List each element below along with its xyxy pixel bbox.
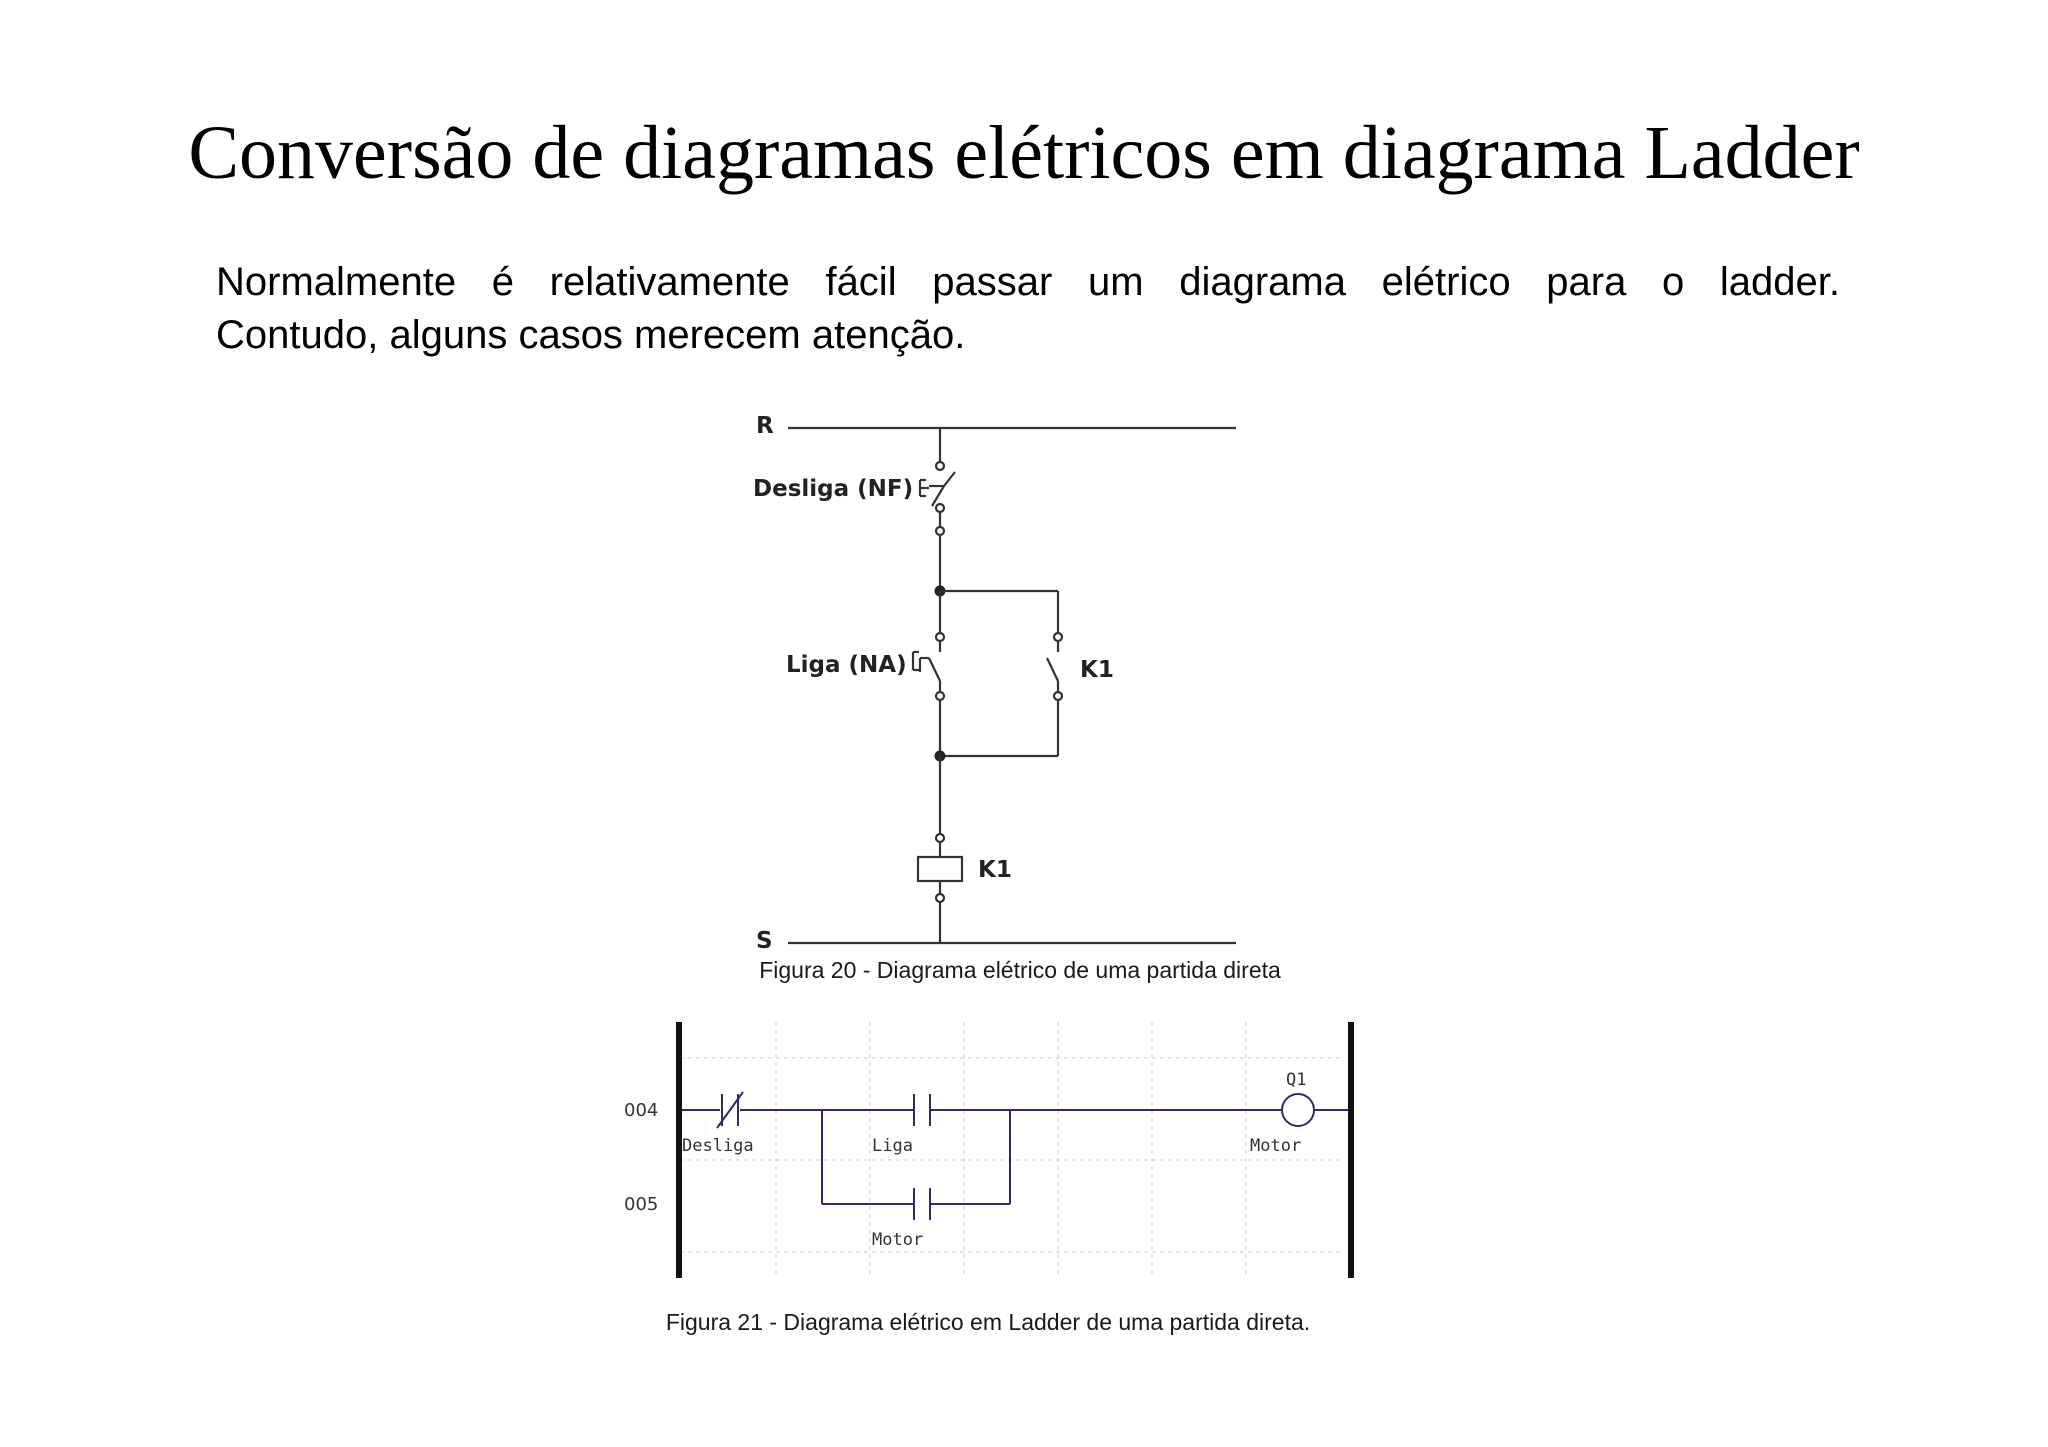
intro-line-2: Contudo, alguns casos merecem atenção. — [216, 313, 966, 357]
slide-title: Conversão de diagramas elétricos em diagrama Ladder — [188, 111, 1860, 195]
aux-contact-k1-symbol — [1047, 658, 1058, 681]
start-button-no-symbol — [913, 652, 940, 681]
coil-q1-address-label: Q1 — [1286, 1070, 1307, 1090]
rail-r-label: R — [756, 413, 774, 439]
stop-button-label: Desliga (NF) — [753, 476, 914, 502]
fig20-electrical-diagram — [788, 428, 1236, 943]
ladder-no-contact-motor — [914, 1188, 930, 1220]
stop-button-nc-symbol — [920, 472, 955, 506]
contact-desliga-label: Desliga — [682, 1136, 754, 1156]
coil-label: K1 — [978, 857, 1012, 883]
contact-liga-label: Liga — [872, 1136, 913, 1156]
start-button-label: Liga (NA) — [786, 652, 907, 678]
figure-21-caption: Figura 21 - Diagrama elétrico em Ladder de uma partida direta. — [665, 1309, 1311, 1335]
ladder-grid — [680, 1022, 1344, 1276]
rung-005-number: 005 — [624, 1194, 659, 1215]
ladder-no-contact-liga — [908, 1094, 936, 1126]
rail-s-label: S — [756, 928, 773, 954]
coil-k1-symbol — [918, 857, 962, 881]
ladder-nc-contact-desliga — [717, 1092, 743, 1128]
intro-line-1: Normalmente é relativamente fácil passar um diagrama elétrico para o ladder. — [216, 260, 1840, 304]
figure-20-caption: Figura 20 - Diagrama elétrico de uma partida direta — [759, 957, 1281, 983]
aux-contact-label: K1 — [1080, 657, 1114, 683]
rung-004-number: 004 — [624, 1100, 659, 1121]
seal-contact-motor-label: Motor — [872, 1230, 924, 1250]
ladder-coil-q1 — [1282, 1094, 1314, 1126]
coil-motor-label: Motor — [1250, 1136, 1302, 1156]
